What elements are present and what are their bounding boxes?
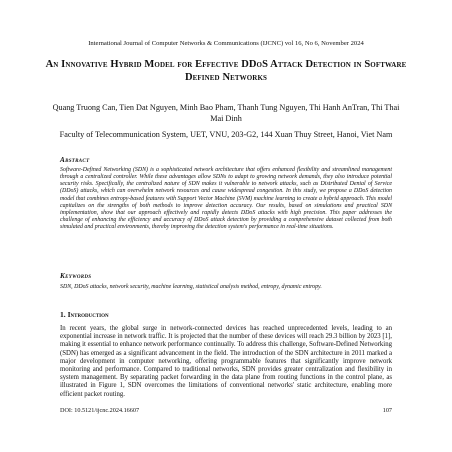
affiliation: Faculty of Telecommunication System, UET, VNU, 203-G2, 144 Xuan Thuy Street, Hanoi, Viet Nam xyxy=(59,130,393,139)
keywords-heading: Keywords xyxy=(60,272,92,280)
paper-title: An Innovative Hybrid Model for Effective DDoS Attack Detection in Software Defined Networks xyxy=(45,59,407,83)
introduction-heading: 1. Introduction xyxy=(60,310,109,319)
doi-footer: DOI: 10.5121/ijcnc.2024.16607 xyxy=(60,407,140,414)
journal-header: International Journal of Computer Networks & Communications (IJCNC) vol 16, No 6, November 2024 xyxy=(88,40,364,47)
page-number: 107 xyxy=(382,407,392,414)
keywords-text: SDN, DDoS attacks, network security, machine learning, statistical analysis method, entropy, dynamic entropy. xyxy=(60,284,322,290)
author-list: Quang Truong Can, Tien Dat Nguyen, Minh Bao Pham, Thanh Tung Nguyen, Thi Hanh AnTran, Thi Thai Mai Dinh xyxy=(52,103,400,123)
introduction-text: In recent years, the global surge in network-connected devices has reached unprecedented levels, leading to an exponential increase in network traffic. It is projected that the number of these devices will reach 29.3 billion by 2023 [1], making it essential to enhance network performance continually. To address this challenge, Software-Defined Networking (SDN) has emerged as a significant advancement in the field. The introduction of the SDN architecture in 2011 marked a major development in computer networking, offering programmable features that significantly improve network monitoring and performance. Compared to traditional networks, SDN provides greater centralization and flexibility in system management. By separating packet forwarding in the data plane from routing functions in the control plane, as illustrated in Figure 1, SDN overcomes the limitations of conventional networks' static architecture, enabling more efficient packet routing. xyxy=(60,325,392,398)
abstract-text: Software-Defined Networking (SDN) is a sophisticated network architecture that offers enhanced flexibility and streamlined management through a centralized controller. While these advantages allow SDNs to adapt to growing network demands, they also introduce potential security risks. Specifically, the centralized nature of SDN makes it vulnerable to network attacks, such as Distributed Denial of Service (DDoS) attacks, which can overwhelm network resources and cause widespread congestion. In this study, we propose a DDoS detection model that combines entropy-based features with Support Vector Machine (SVM) machine learning to create a hybrid approach. This model capitalizes on the strengths of both methods to improve detection accuracy. Our results, based on simulations and practical SDN implementation, show that our approach effectively and rapidly detects DDoS attacks with high precision. This paper addresses the challenge of enhancing the efficiency and accuracy of DDoS attack detection by providing a comprehensive dataset collected from both simulated and practical environments, thereby improving the detection system's performance in real-time situations. xyxy=(60,167,392,231)
abstract-heading: Abstract xyxy=(60,156,90,164)
